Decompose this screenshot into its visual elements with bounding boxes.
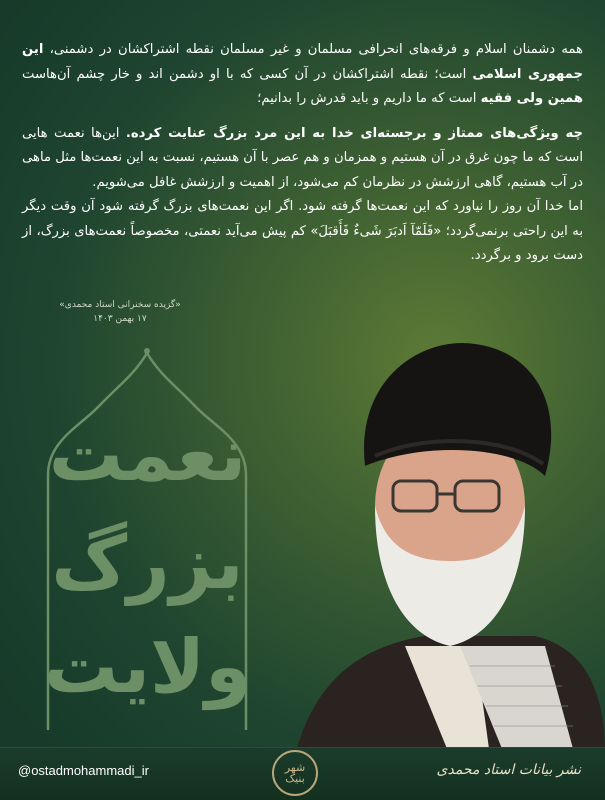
paragraph-1 — [22, 38, 583, 112]
paragraph-3: اما خدا آن روز را نیاورد که این نعمت‌ها گرفته شود. اگر این نعمت‌های بزرگ گرفته شود آن وقت دیگر به این راحتی برنمی‌گردد؛ «فَلَمّآ اَدبَرَ شَیءٌ فَأَقبَلَ» کم پیش می‌آید نعمتی، مخصوصاً نعمت‌های بزرگ، از دست برود و برگردد. — [22, 199, 583, 263]
portrait-illustration — [275, 316, 605, 756]
text-segment: است؛ نقطه اشتراکشان در آن کسی که با او دشمن اند و خار چشم آن‌هاست — [22, 66, 473, 82]
text-segment: همه دشمنان اسلام و فرقه‌های انحرافی مسلمان و غیر مسلمان نقطه اشتراکشان در دشمنی، — [43, 42, 583, 57]
social-handle[interactable]: @ostadmohammadi_ir — [18, 763, 149, 778]
speech-excerpt — [22, 38, 583, 269]
bold-segment: چه ویژگی‌های ممتاز و برجسته‌ای خدا به این مرد بزرگ عنایت کرده. — [125, 125, 583, 141]
brand-logo: شهر بنیک — [272, 750, 318, 796]
title-line-3: ولایت — [43, 624, 252, 710]
text-segment: است که ما داریم و باید قدرش را بدانیم؛ — [257, 91, 481, 106]
publisher-signature: نشر بیانات استاد محمدی — [436, 762, 581, 778]
title-line-2: بزرگ — [51, 520, 244, 606]
bold-segment: همین ولی فقیه — [480, 91, 583, 106]
source-caption — [40, 298, 200, 326]
source-date: ۱۷ بهمن ۱۴۰۳ — [93, 314, 147, 324]
source-title: «گزیده سخنرانی استاد محمدی» — [59, 300, 181, 310]
bold-segment: این جمهوری اسلامی — [22, 42, 583, 82]
title-line-1: نعمت — [48, 412, 247, 498]
footer-bar — [0, 747, 605, 800]
text-segment: این‌ها نعمت هایی است که ما چون غرق در آن هستیم و همزمان و هم عصر با آن هستیم، نسبت به این نعمت‌ها مثل ماهی در آب هستیم، گاهی ارزشش در نظرمان کم می‌شود، از اهمیت و ارزشش غافل می‌شویم. — [22, 125, 583, 190]
paragraph-2 — [22, 122, 583, 196]
